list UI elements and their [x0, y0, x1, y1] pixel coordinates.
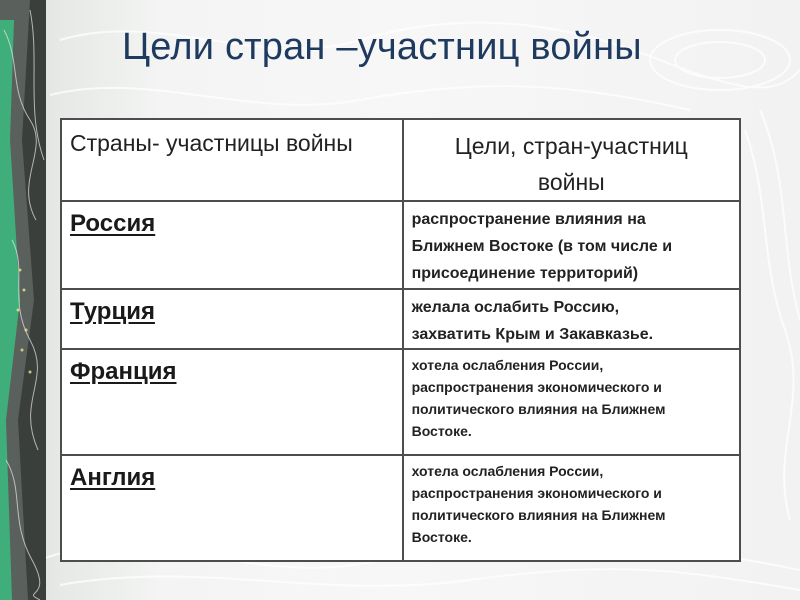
goal-line: политического влияния на Ближнем [411, 401, 666, 417]
header-goals-cell [403, 119, 740, 201]
country-cell [61, 455, 403, 561]
decorative-map-strip [0, 0, 46, 600]
goal-russia [404, 202, 739, 287]
table-row-turkey [61, 289, 740, 349]
header-goals-line-1: Цели, стран-участниц [454, 133, 688, 159]
table-header-row [61, 119, 740, 201]
goal-line: распространения экономического и [411, 485, 662, 501]
country-england: Англия [70, 464, 156, 491]
goal-line: желала ослабить Россию, [411, 299, 620, 316]
goal-cell [403, 201, 740, 289]
goal-line: Востоке. [411, 423, 472, 439]
goal-line: хотела ослабления России, [411, 357, 604, 373]
goal-line: захватить Крым и Закавказье. [411, 326, 654, 343]
goal-turkey [404, 290, 739, 348]
header-countries: Страны- участницы войны [70, 130, 353, 156]
header-goals [404, 120, 739, 200]
goal-france [404, 350, 739, 442]
country-france: Франция [70, 358, 177, 385]
goal-line: распространения экономического и [411, 379, 662, 395]
goal-line: присоединение территорий) [411, 265, 639, 282]
goal-cell [403, 455, 740, 561]
goal-line: Востоке. [411, 529, 472, 545]
table-row-france [61, 349, 740, 455]
goal-line: распространение влияния на [411, 211, 646, 228]
country-turkey: Турция [70, 298, 155, 325]
goal-cell [403, 289, 740, 349]
table-row-england [61, 455, 740, 561]
slide-title: Цели стран –участниц войны [122, 26, 642, 68]
header-countries-cell [61, 119, 403, 201]
country-cell [61, 289, 403, 349]
table-row-russia [61, 201, 740, 289]
country-russia: Россия [70, 210, 156, 237]
country-cell [61, 349, 403, 455]
goal-line: политического влияния на Ближнем [411, 507, 666, 523]
goal-line: хотела ослабления России, [411, 463, 604, 479]
goal-line: Ближнем Востоке (в том числе и [411, 238, 673, 255]
goal-cell [403, 349, 740, 455]
goal-england [404, 456, 739, 548]
goals-table [60, 118, 741, 562]
country-cell [61, 201, 403, 289]
header-goals-line-2: войны [537, 169, 605, 195]
